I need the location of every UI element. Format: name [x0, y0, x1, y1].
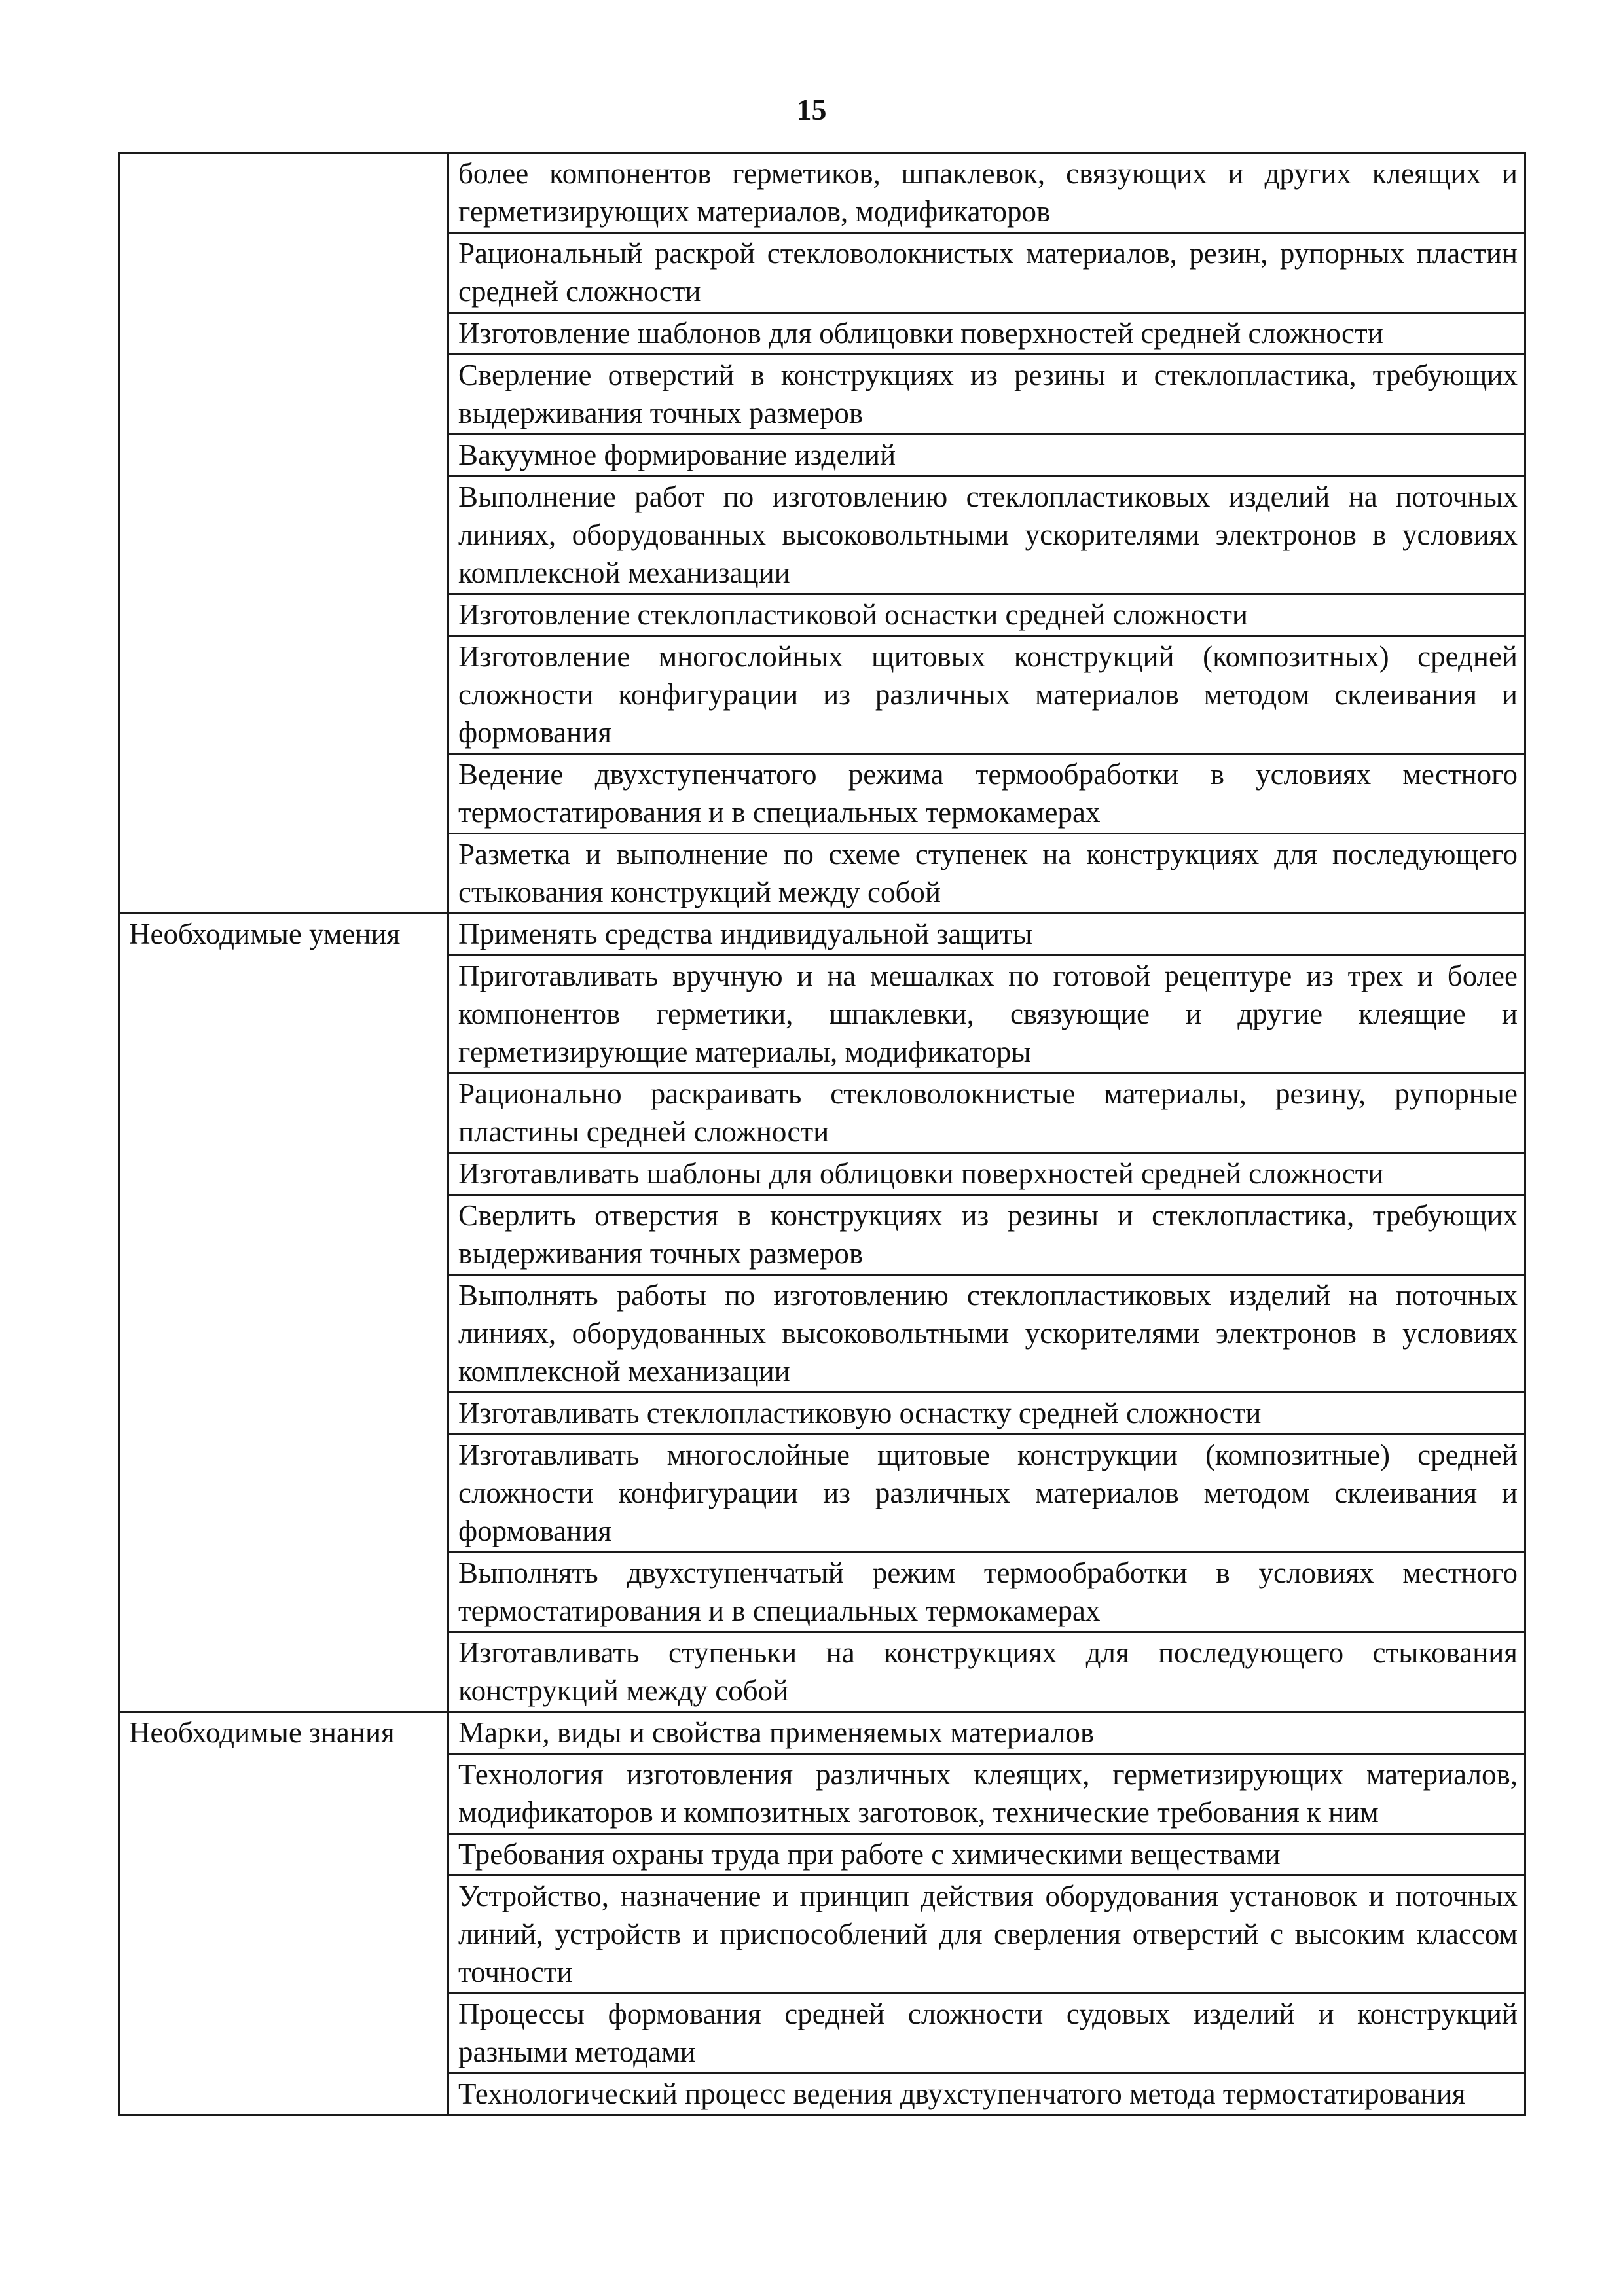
requirement-item: Изготовление многослойных щитовых конструкций (композитных) средней сложности конфигурации из различных материалов методом склеивания и формования — [448, 636, 1525, 754]
requirement-item: Сверлить отверстия в конструкциях из резины и стеклопластика, требующих выдерживания точных размеров — [448, 1195, 1525, 1275]
requirement-item: Изготовление шаблонов для облицовки поверхностей средней сложности — [448, 313, 1525, 355]
requirements-table — [118, 152, 1526, 2116]
requirement-item: Изготавливать стеклопластиковую оснастку средней сложности — [448, 1393, 1525, 1435]
requirement-item: Приготавливать вручную и на мешалках по готовой рецептуре из трех и более компонентов герметики, шпаклевки, связующие и другие клеящие и герметизирующие материалы, модификаторы — [448, 956, 1525, 1073]
requirement-item: Применять средства индивидуальной защиты — [448, 914, 1525, 956]
requirement-item: Требования охраны труда при работе с химическими веществами — [448, 1834, 1525, 1876]
requirement-item: Вакуумное формирование изделий — [448, 435, 1525, 476]
requirement-item: Технологический процесс ведения двухступенчатого метода термостатирования — [448, 2073, 1525, 2115]
requirement-item: Процессы формования средней сложности судовых изделий и конструкций разными методами — [448, 1994, 1525, 2073]
requirement-item: Выполнять работы по изготовлению стеклопластиковых изделий на поточных линиях, оборудованных высоковольтными ускорителями электронов в условиях комплексной механизации — [448, 1275, 1525, 1393]
requirement-item: Технология изготовления различных клеящих, герметизирующих материалов, модификаторов и композитных заготовок, технические требования к ним — [448, 1754, 1525, 1834]
requirement-item: Изготавливать шаблоны для облицовки поверхностей средней сложности — [448, 1153, 1525, 1195]
section-label: Необходимые умения — [119, 914, 448, 1712]
requirement-item: Рациональный раскрой стекловолокнистых материалов, резин, рупорных пластин средней сложности — [448, 233, 1525, 313]
section-label — [119, 153, 448, 914]
section-label: Необходимые знания — [119, 1712, 448, 2115]
requirement-item: Рационально раскраивать стекловолокнистые материалы, резину, рупорные пластины средней сложности — [448, 1073, 1525, 1153]
requirement-item: Устройство, назначение и принцип действия оборудования установок и поточных линий, устройств и приспособлений для сверления отверстий с высоким классом точности — [448, 1876, 1525, 1994]
requirement-item: Изготовление стеклопластиковой оснастки средней сложности — [448, 594, 1525, 636]
table-body — [119, 153, 1525, 2115]
requirement-item: Марки, виды и свойства применяемых материалов — [448, 1712, 1525, 1754]
table-row — [119, 1712, 1525, 1754]
requirement-item: Выполнять двухступенчатый режим термообработки в условиях местного термостатирования и в специальных термокамерах — [448, 1552, 1525, 1632]
requirement-item: Ведение двухступенчатого режима термообработки в условиях местного термостатирования и в специальных термокамерах — [448, 754, 1525, 834]
requirement-item: Выполнение работ по изготовлению стеклопластиковых изделий на поточных линиях, оборудованных высоковольтными ускорителями электронов в условиях комплексной механизации — [448, 476, 1525, 594]
requirement-item: Сверление отверстий в конструкциях из резины и стеклопластика, требующих выдерживания точных размеров — [448, 355, 1525, 435]
table-row — [119, 153, 1525, 233]
requirement-item: Разметка и выполнение по схеме ступенек на конструкциях для последующего стыкования конструкций между собой — [448, 834, 1525, 914]
requirement-item: Изготавливать ступеньки на конструкциях для последующего стыкования конструкций между собой — [448, 1632, 1525, 1712]
requirement-item: Изготавливать многослойные щитовые конструкции (композитные) средней сложности конфигурации из различных материалов методом склеивания и формования — [448, 1435, 1525, 1552]
page-number: 15 — [796, 93, 827, 126]
table-row — [119, 914, 1525, 956]
requirement-item: более компонентов герметиков, шпаклевок, связующих и других клеящих и герметизирующих материалов, модификаторов — [448, 153, 1525, 233]
